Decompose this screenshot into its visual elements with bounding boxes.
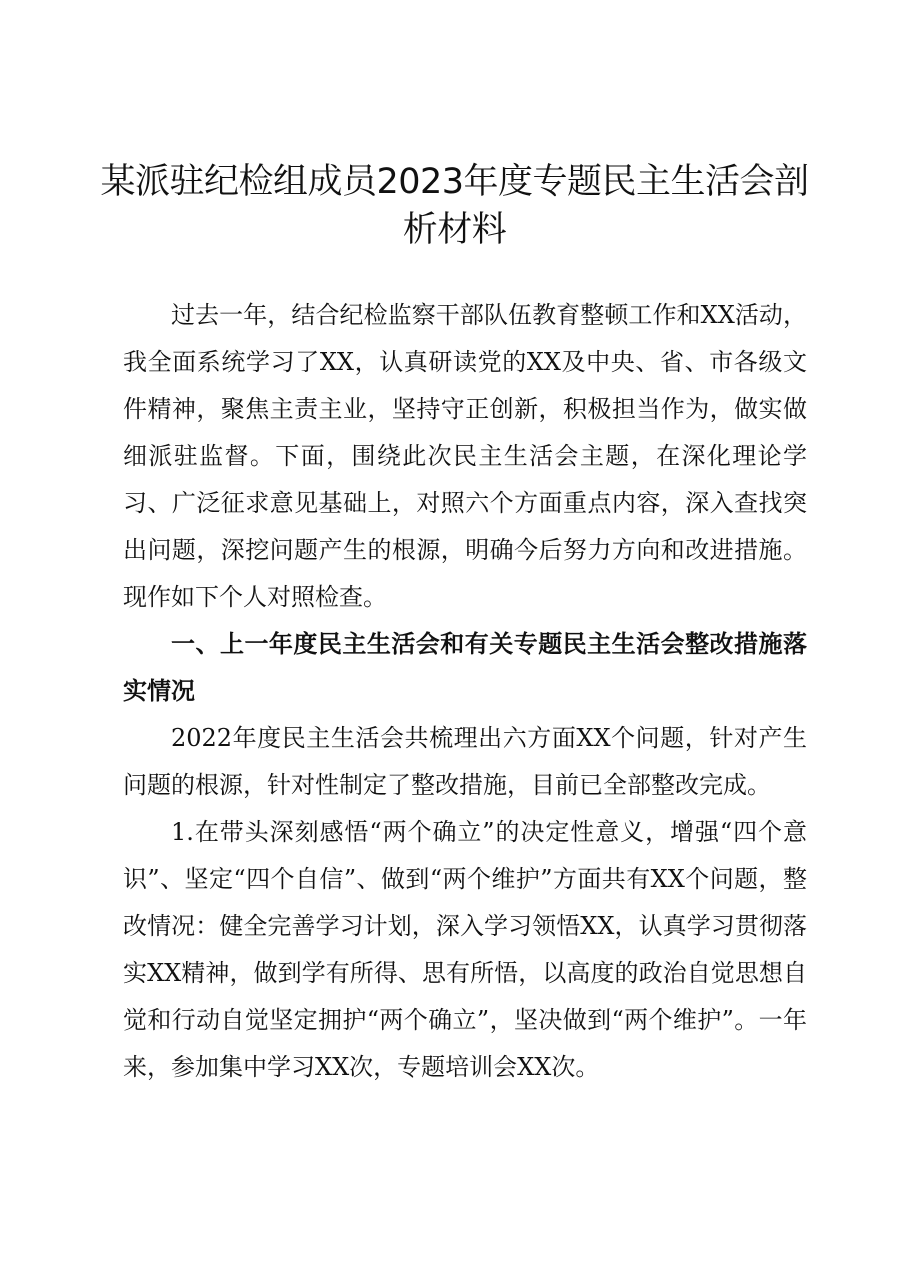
- section-heading: 一、上一年度民主生活会和有关专题民主生活会整改措施落实情况: [123, 630, 807, 705]
- section-paragraph: 2022年度民主生活会共梳理出六方面XX个问题，针对产生问题的根源，针对性制定了整改措施，目前已全部整改完成。: [123, 724, 807, 799]
- title-line-1: 某派驻纪检组成员2023年度专题民主生活会剖: [100, 162, 809, 202]
- intro-paragraph: 过去一年，结合纪检监察干部队伍教育整顿工作和XX活动，我全面系统学习了XX，认真研读党的XX及中央、省、市各级文件精神，聚焦主责主业，坚持守正创新，积极担当作为，做实做细派驻监督。下面，围绕此次民主生活会主题，在深化理论学习、广泛征求意见基础上，对照六个方面重点内容，深入查找突出问题，深挖问题产生的根源，明确今后努力方向和改进措施。现作如下个人对照检查。: [123, 301, 807, 611]
- title-line-2: 析材料: [402, 210, 507, 250]
- section-item-paragraph: 1.在带头深刻感悟“两个确立”的决定性意义，增强“四个意识”、坚定“四个自信”、做到“两个维护”方面共有XX个问题，整改情况：健全完善学习计划，深入学习领悟XX，认真学习贯彻落实XX精神，做到学有所得、思有所悟，以高度的政治自觉思想自觉和行动自觉坚定拥护“两个确立”，坚决做到“两个维护”。一年来，参加集中学习XX次，专题培训会XX次。: [123, 818, 807, 1081]
- document-body: [123, 292, 807, 1091]
- document-title: [100, 158, 809, 254]
